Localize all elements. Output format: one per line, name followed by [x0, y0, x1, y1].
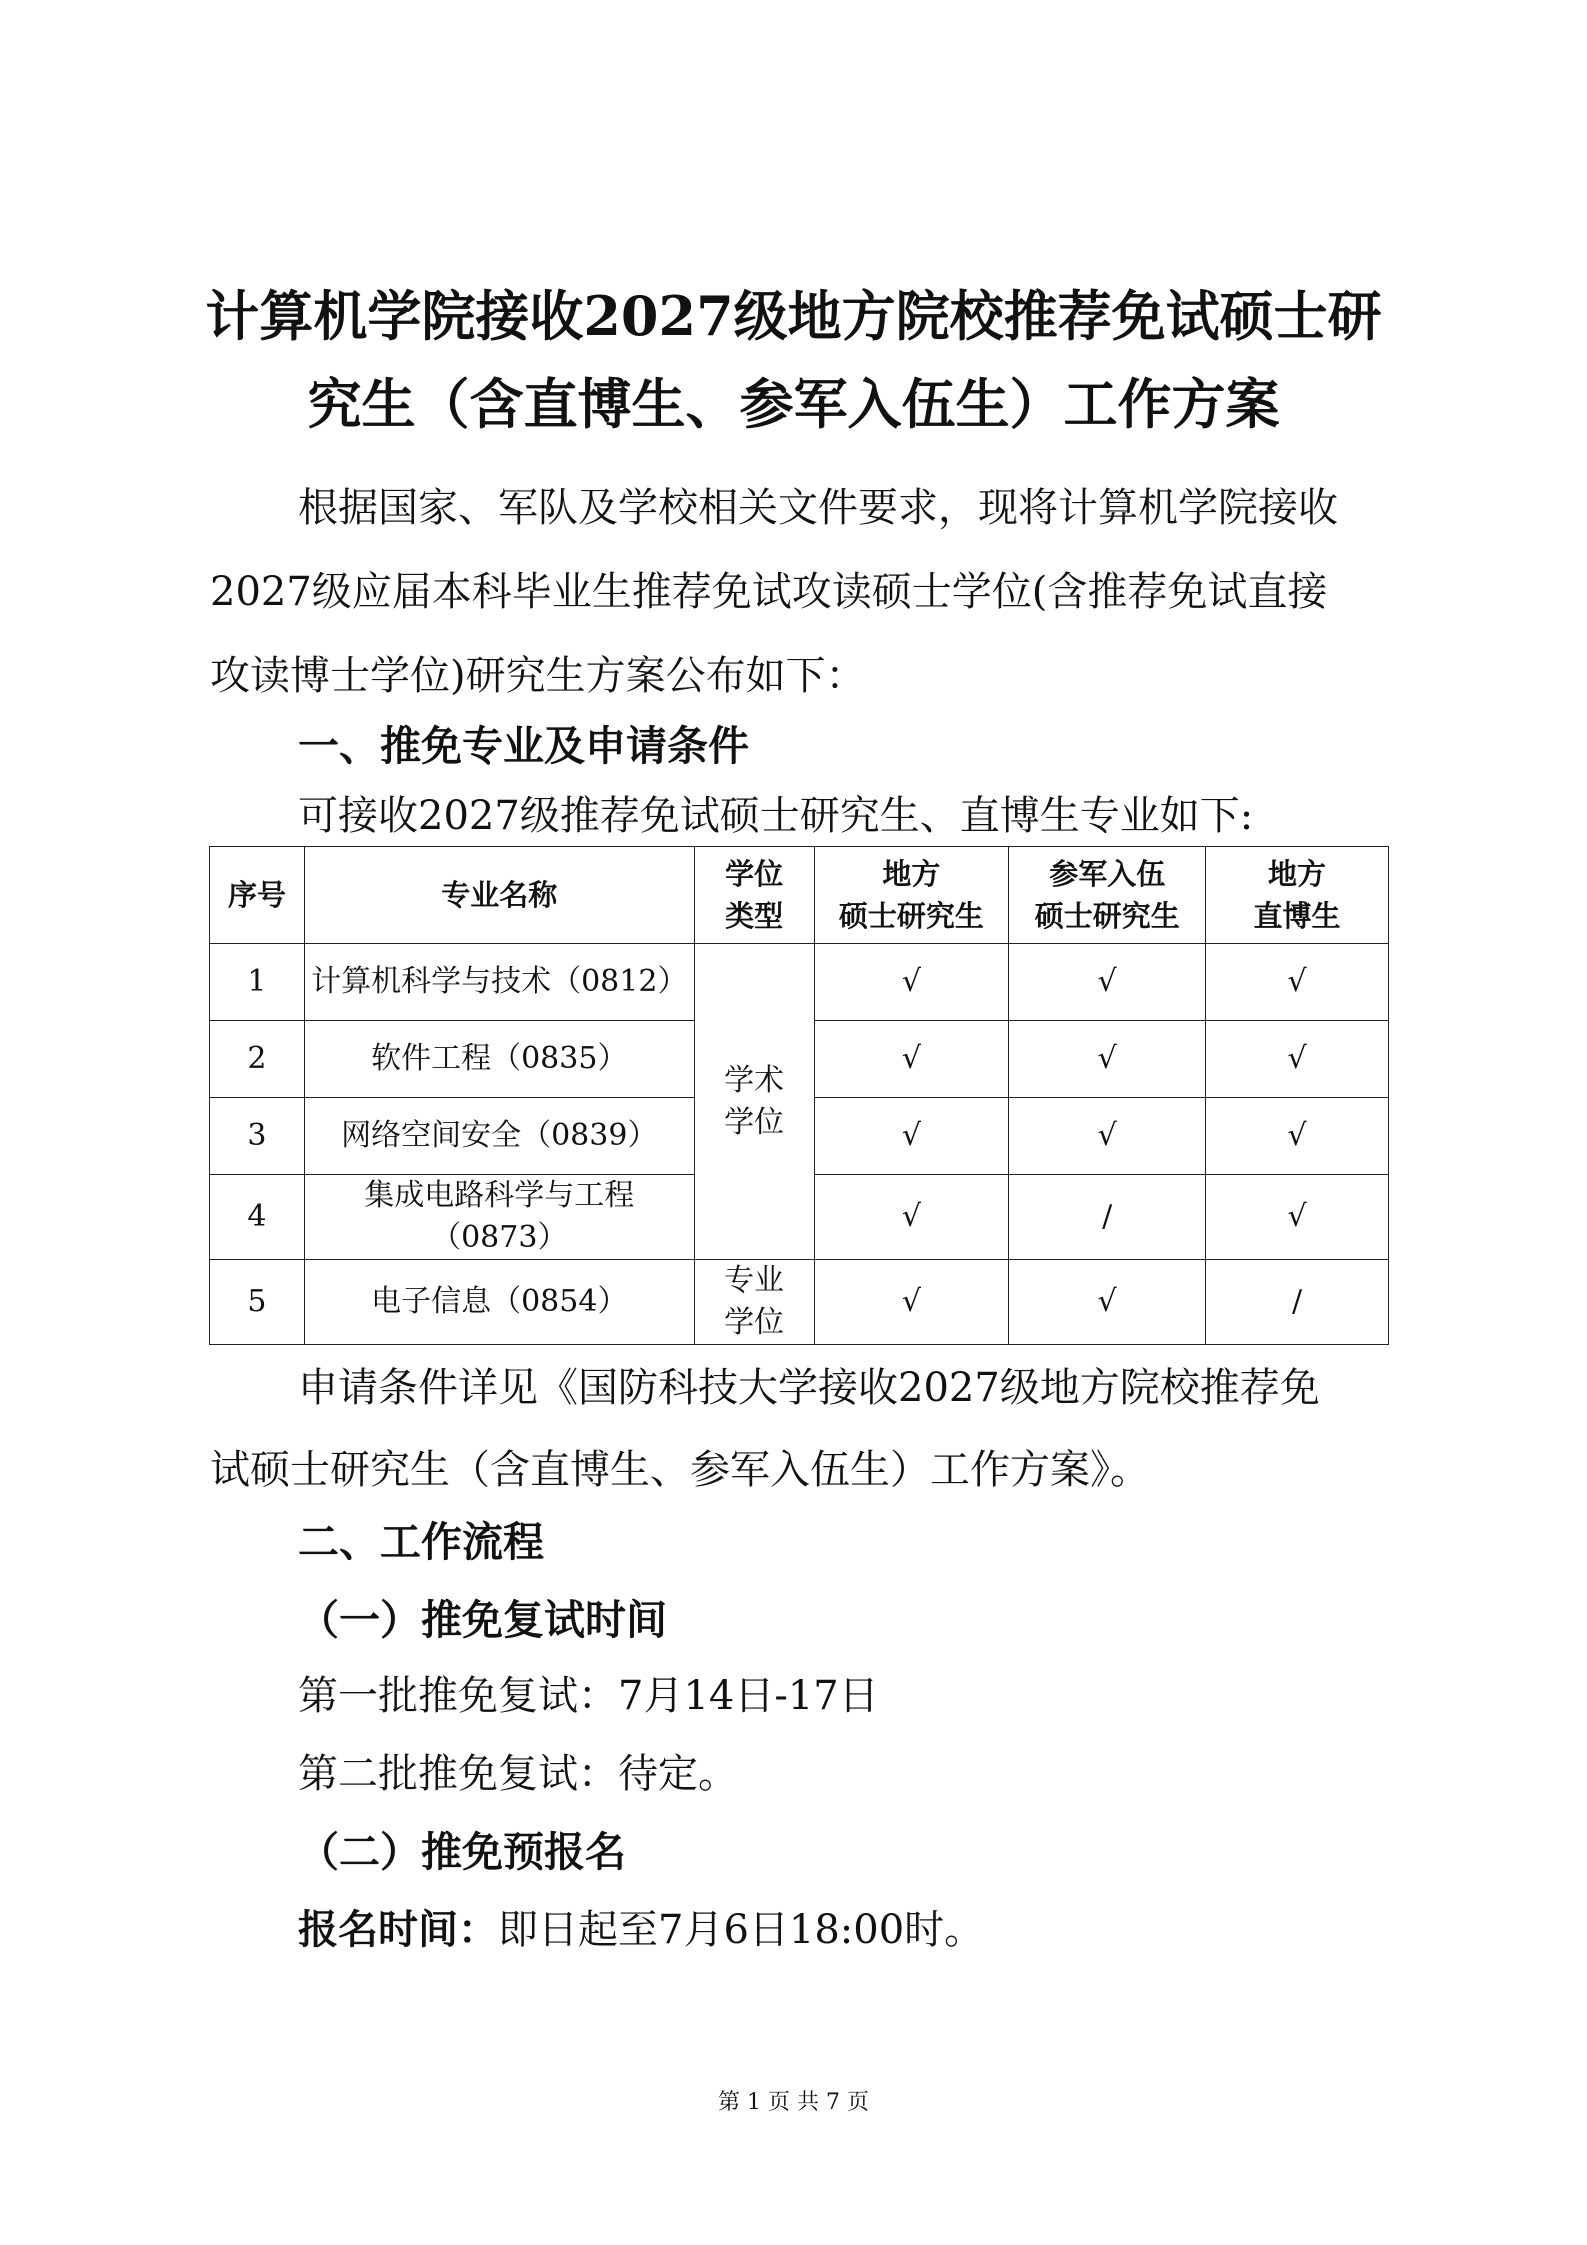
row-seq: 1: [210, 944, 305, 1021]
header-type-line-1: 学位: [725, 857, 784, 891]
header-army-master: [1009, 847, 1206, 944]
row-seq: 4: [210, 1175, 305, 1260]
header-local-line-1: 地方: [882, 857, 941, 891]
row-army-mark: √: [1009, 1021, 1206, 1098]
academic-line-2: 学位: [724, 1104, 785, 1140]
intro-line-2: 2027级应届本科毕业生推荐免试攻读硕士学位(含推荐免试直接: [210, 569, 1328, 615]
table-row: [210, 944, 1389, 1021]
row-major-name: 计算机科学与技术（0812）: [304, 944, 694, 1021]
registration-time-value: 即日起至7月6日18:00时。: [498, 1907, 985, 1953]
header-local-master: [814, 847, 1009, 944]
row-phd-mark: √: [1206, 1021, 1389, 1098]
row-local-mark: √: [814, 1260, 1009, 1345]
registration-time: [298, 1900, 984, 1960]
row-local-mark: √: [814, 1021, 1009, 1098]
title-line-2: 究生（含直博生、参军入伍生）工作方案: [307, 372, 1280, 436]
header-local-line-2: 硕士研究生: [838, 899, 984, 933]
header-type-line-2: 类型: [725, 899, 784, 933]
row-army-mark: √: [1009, 944, 1206, 1021]
major-name-line-2: （0873）: [431, 1220, 568, 1255]
row-major-name: 电子信息（0854）: [304, 1260, 694, 1345]
section-1-heading: 一、推免专业及申请条件: [298, 722, 749, 770]
row-major-name: 软件工程（0835）: [304, 1021, 694, 1098]
professional-line-2: 学位: [724, 1305, 785, 1340]
row-army-mark: √: [1009, 1260, 1206, 1345]
header-phd-line-1: 地方: [1268, 857, 1327, 891]
title-line-1: 计算机学院接收2027级地方院校推荐免试硕士研: [205, 284, 1382, 348]
subsection-1-heading: （一）推免复试时间: [298, 1596, 667, 1644]
degree-type-academic: [694, 944, 814, 1260]
page-footer: 第 1 页 共 7 页: [718, 2090, 869, 2115]
degree-type-professional: [694, 1260, 814, 1345]
row-seq: 5: [210, 1260, 305, 1345]
table-header-row: [210, 847, 1389, 944]
row-seq: 3: [210, 1098, 305, 1175]
document-title: [150, 272, 1437, 448]
subsection-2-heading: （二）推免预报名: [298, 1828, 626, 1876]
row-phd-mark: /: [1206, 1260, 1389, 1345]
interview-batch-1: 第一批推免复试：7月14日-17日: [298, 1673, 879, 1719]
header-name: 专业名称: [304, 847, 694, 944]
conditions-line-2: 试硕士研究生（含直博生、参军入伍生）工作方案》。: [210, 1447, 1150, 1493]
majors-table: [209, 846, 1389, 1345]
row-phd-mark: √: [1206, 1098, 1389, 1175]
row-phd-mark: √: [1206, 944, 1389, 1021]
intro-line-1: 根据国家、军队及学校相关文件要求，现将计算机学院接收: [298, 485, 1338, 531]
row-local-mark: √: [814, 1175, 1009, 1260]
intro-line-3: 攻读博士学位)研究生方案公布如下：: [210, 653, 866, 699]
professional-line-1: 专业: [724, 1263, 785, 1298]
header-phd-line-2: 直博生: [1253, 899, 1341, 933]
header-army-line-1: 参军入伍: [1049, 857, 1166, 891]
conditions-line-1: 申请条件详见《国防科技大学接收2027级地方院校推荐免: [298, 1365, 1320, 1411]
row-local-mark: √: [814, 944, 1009, 1021]
section-2-heading: 二、工作流程: [298, 1518, 544, 1566]
table-row: [210, 1260, 1389, 1345]
row-major-name: [304, 1175, 694, 1260]
row-local-mark: √: [814, 1098, 1009, 1175]
row-seq: 2: [210, 1021, 305, 1098]
interview-batch-2: 第二批推免复试：待定。: [298, 1751, 738, 1797]
header-army-line-2: 硕士研究生: [1034, 899, 1180, 933]
table-intro: 可接收2027级推荐免试硕士研究生、直博生专业如下:: [298, 793, 1254, 839]
major-name-line-1: 集成电路科学与工程: [364, 1178, 635, 1213]
row-army-mark: /: [1009, 1175, 1206, 1260]
header-seq: 序号: [210, 847, 305, 944]
registration-time-label: 报名时间：: [298, 1907, 498, 1953]
row-major-name: 网络空间安全（0839）: [304, 1098, 694, 1175]
row-phd-mark: √: [1206, 1175, 1389, 1260]
academic-line-1: 学术: [724, 1062, 785, 1098]
row-army-mark: √: [1009, 1098, 1206, 1175]
header-local-phd: [1206, 847, 1389, 944]
header-type: [694, 847, 814, 944]
